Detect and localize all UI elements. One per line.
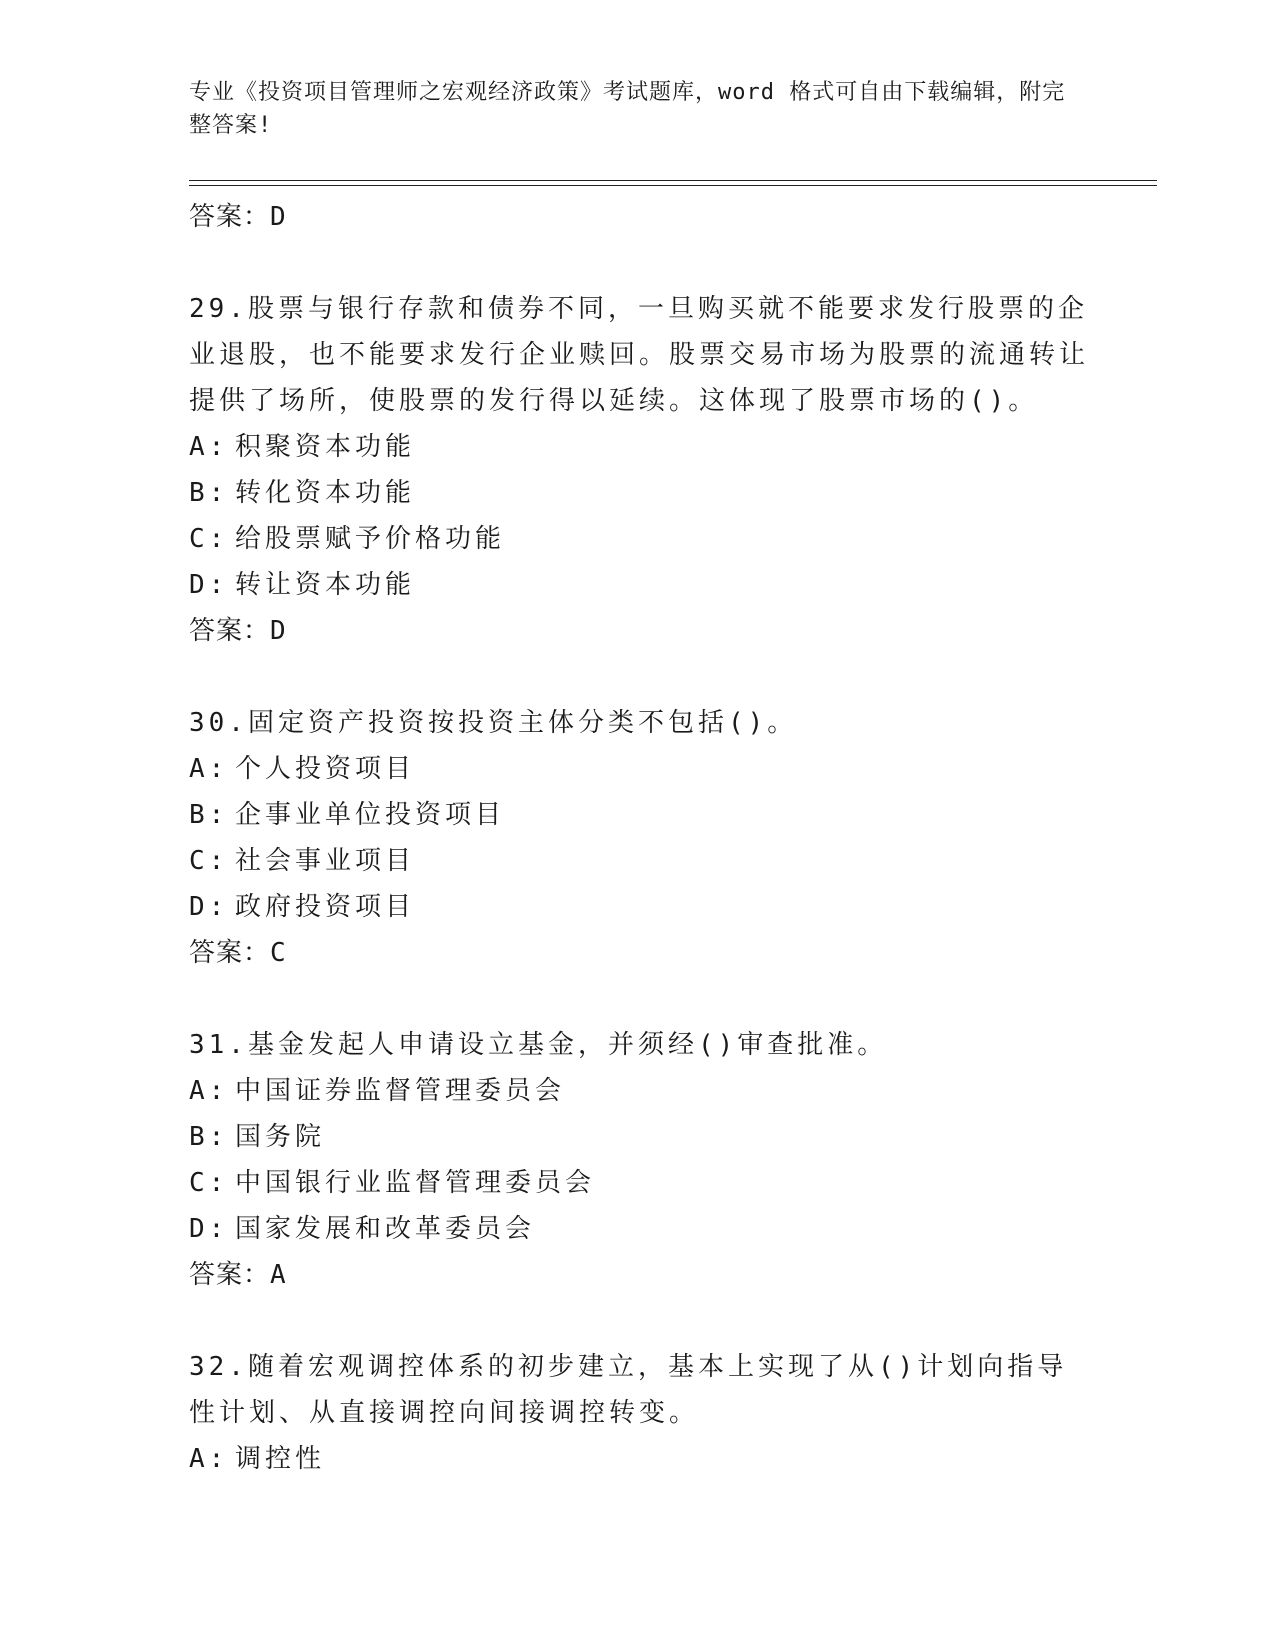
answer-line: 答案：D xyxy=(189,616,287,646)
option-text: 积聚资本功能 xyxy=(235,432,416,462)
option-label: C: xyxy=(189,846,229,876)
option-d xyxy=(189,562,1089,608)
option-c xyxy=(189,838,1089,884)
option-label: D: xyxy=(189,570,229,600)
option-c xyxy=(189,1160,1089,1206)
option-text: 社会事业项目 xyxy=(235,846,416,876)
question-30 xyxy=(189,700,1089,976)
option-label: B: xyxy=(189,478,229,508)
option-text: 国务院 xyxy=(235,1122,326,1152)
option-d xyxy=(189,1206,1089,1252)
option-c xyxy=(189,516,1089,562)
header-divider-top xyxy=(189,180,1157,181)
option-text: 政府投资项目 xyxy=(235,892,416,922)
question-29 xyxy=(189,286,1089,654)
option-text: 个人投资项目 xyxy=(235,754,416,784)
option-b xyxy=(189,470,1089,516)
option-d xyxy=(189,884,1089,930)
option-label: C: xyxy=(189,1168,229,1198)
option-label: D: xyxy=(189,1214,229,1244)
answer-line: 答案：C xyxy=(189,938,287,968)
option-b xyxy=(189,1114,1089,1160)
question-list xyxy=(189,186,1089,1482)
question-stem: 29.股票与银行存款和债券不同，一旦购买就不能要求发行股票的企业退股，也不能要求发行企业赎回。股票交易市场为股票的流通转让提供了场所，使股票的发行得以延续。这体现了股票市场的()。 xyxy=(189,294,1090,416)
option-text: 中国证券监督管理委员会 xyxy=(235,1076,566,1106)
question-stem: 30.固定资产投资按投资主体分类不包括()。 xyxy=(189,708,798,738)
option-label: A: xyxy=(189,1444,229,1474)
option-text: 调控性 xyxy=(235,1444,326,1474)
option-label: A: xyxy=(189,754,229,784)
option-a xyxy=(189,424,1089,470)
question-stem: 31.基金发起人申请设立基金，并须经()审查批准。 xyxy=(189,1030,888,1060)
option-text: 中国银行业监督管理委员会 xyxy=(235,1168,596,1198)
option-label: B: xyxy=(189,1122,229,1152)
option-text: 企事业单位投资项目 xyxy=(235,800,506,830)
question-stem: 32.随着宏观调控体系的初步建立，基本上实现了从()计划向指导性计划、从直接调控向间接调控转变。 xyxy=(189,1352,1068,1428)
option-a xyxy=(189,746,1089,792)
option-text: 给股票赋予价格功能 xyxy=(235,524,506,554)
option-label: A: xyxy=(189,1076,229,1106)
option-label: A: xyxy=(189,432,229,462)
option-text: 转化资本功能 xyxy=(235,478,416,508)
option-a xyxy=(189,1436,1089,1482)
option-a xyxy=(189,1068,1089,1114)
option-label: B: xyxy=(189,800,229,830)
question-32 xyxy=(189,1344,1089,1482)
option-label: C: xyxy=(189,524,229,554)
answer-line: 答案：A xyxy=(189,1260,287,1290)
answer-line: 答案：D xyxy=(189,202,287,232)
document-header: 专业《投资项目管理师之宏观经济政策》考试题库，word 格式可自由下载编辑，附完整答案! xyxy=(189,80,1066,138)
option-b xyxy=(189,792,1089,838)
question-31 xyxy=(189,1022,1089,1298)
option-text: 国家发展和改革委员会 xyxy=(235,1214,536,1244)
option-text: 转让资本功能 xyxy=(235,570,416,600)
option-label: D: xyxy=(189,892,229,922)
